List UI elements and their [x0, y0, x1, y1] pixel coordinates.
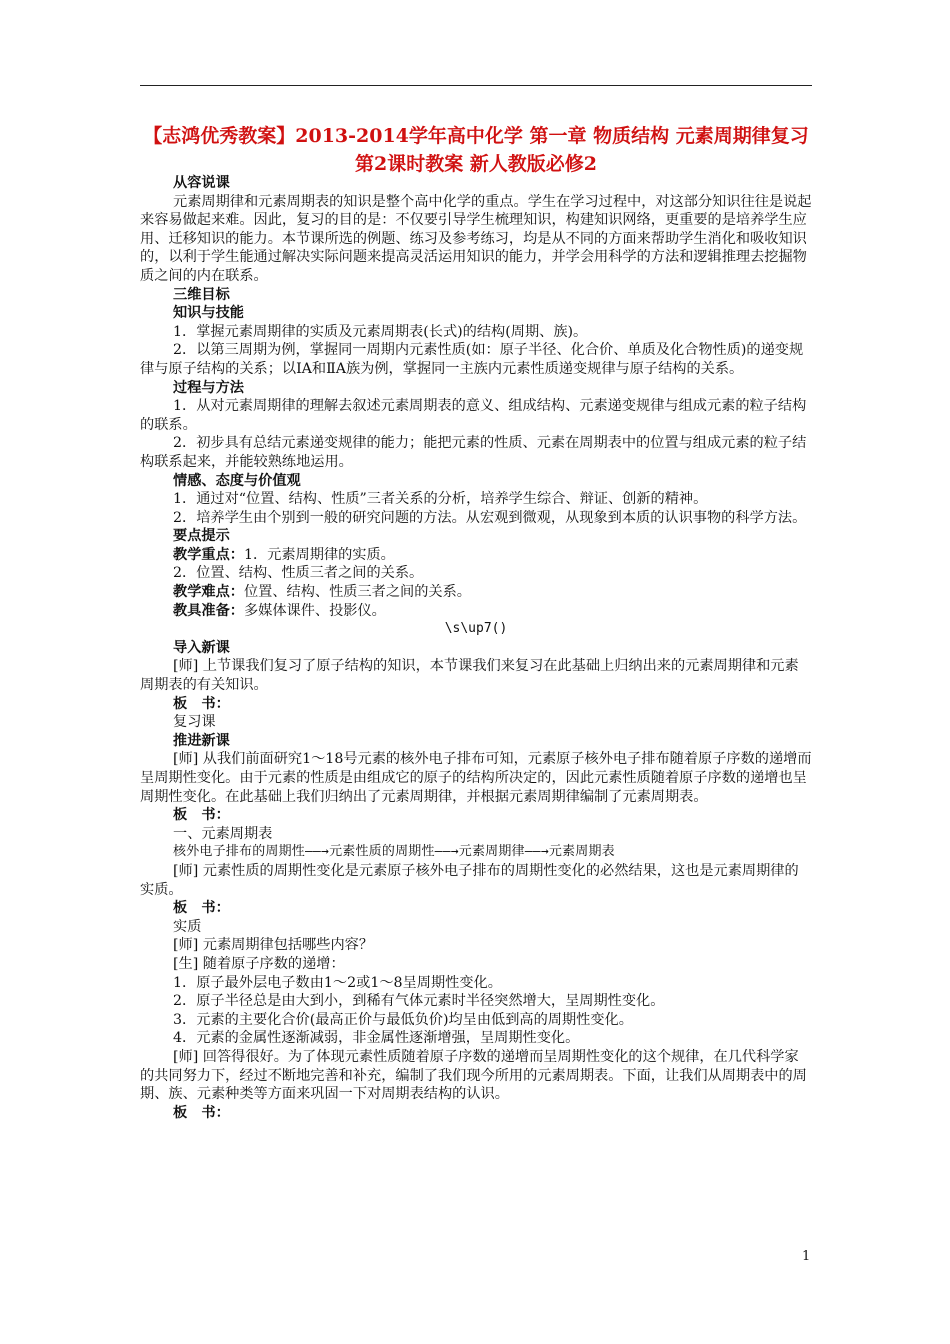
section-heading	[140, 527, 812, 546]
paragraph-text: [生] 随着原子序数的递增：	[173, 955, 345, 972]
body-paragraph	[140, 323, 812, 342]
section-heading	[140, 472, 812, 491]
body-paragraph	[140, 546, 812, 565]
page-number: 1	[802, 1249, 811, 1264]
body-paragraph	[140, 657, 812, 694]
body-paragraph	[140, 974, 812, 993]
body-paragraph	[140, 1011, 812, 1030]
paragraph-text: 推进新课	[173, 732, 230, 749]
paragraph-text: 情感、态度与价值观	[173, 472, 301, 489]
paragraph-text: 2．位置、结构、性质三者之间的关系。	[173, 565, 424, 582]
section-heading	[140, 695, 812, 714]
paragraph-label: 教学难点：	[173, 584, 244, 601]
section-heading	[140, 806, 812, 825]
paragraph-label: 教学重点：	[173, 546, 244, 563]
body-paragraph	[140, 434, 812, 471]
paragraph-text: 2．培养学生由个别到一般的研究问题的方法。从宏观到微观，从现象到本质的认识事物的科学方法。	[173, 509, 807, 526]
section-heading	[140, 732, 812, 751]
body-paragraph	[140, 193, 812, 286]
paragraph-text: 要点提示	[173, 528, 230, 545]
paragraph-text: [师] 元素周期律包括哪些内容？	[173, 937, 374, 954]
section-heading	[140, 1104, 812, 1123]
paragraph-text: 核外电子排布的周期性——→元素性质的周期性——→元素周期律——→元素周期表	[173, 844, 615, 860]
paragraph-text: 从容说课	[173, 175, 230, 191]
flow-line	[140, 843, 812, 862]
paragraph-text: 2．以第三周期为例，掌握同一周期内元素性质(如：原子半径、化合价、单质及化合物性质)的递变规律与原子结构的关系；以ⅠA和ⅡA族为例，掌握同一主族内元素性质递变规律与原子结构的关系。	[140, 342, 804, 377]
section-heading	[140, 286, 812, 305]
paragraph-text: [师] 回答得很好。为了体现元素性质随着原子序数的递增而呈周期性变化的这个规律，在几代科学家的共同努力下，经过不断地完善和补充，编制了我们现今所用的元素周期表。下面，让我们从周期表中的周期、族、元素种类等方面来巩固一下对周期表结构的认识。	[140, 1048, 807, 1103]
paragraph-text: 一、元素周期表	[173, 825, 273, 842]
paragraph-text: 多媒体课件、投影仪。	[243, 602, 386, 619]
body-paragraph	[140, 564, 812, 583]
body-paragraph	[140, 397, 812, 434]
paragraph-text: 复习课	[173, 714, 216, 731]
section-heading	[140, 174, 812, 193]
body-paragraph	[140, 918, 812, 937]
paragraph-text: 板 书：	[173, 900, 230, 917]
paragraph-text: 2．初步具有总结元素递变规律的能力；能把元素的性质、元素在周期表中的位置与组成元素的粒子结构联系起来，并能较熟练地运用。	[140, 435, 807, 470]
body-paragraph	[140, 750, 812, 806]
paragraph-label: 教具准备：	[173, 602, 244, 619]
paragraph-text: [师] 上节课我们复习了原子结构的知识，本节课我们来复习在此基础上归纳出来的元素周期律和元素周期表的有关知识。	[140, 658, 799, 694]
section-heading	[140, 639, 812, 658]
body-paragraph	[140, 992, 812, 1011]
paragraph-text: 过程与方法	[173, 379, 244, 396]
body-paragraph	[140, 936, 812, 955]
body-paragraph	[140, 825, 812, 844]
paragraph-text: 导入新课	[173, 639, 230, 656]
paragraph-text: 板 书：	[173, 807, 230, 824]
paragraph-text: 元素周期律和元素周期表的知识是整个高中化学的重点。学生在学习过程中，对这部分知识往往是说起来容易做起来难。因此，复习的目的是：不仅要引导学生梳理知识，构建知识网络，更重要的是培养学生应用、迁移知识的能力。本节课所选的例题、练习及参考练习，均是从不同的方面来帮助学生消化和吸收知识的，以利于学生能通过解决实际问题来提高灵活运用知识的能力，并学会用科学的方法和逻辑推理去挖掘物质之间的内在联系。	[140, 193, 812, 284]
body-paragraph	[140, 602, 812, 621]
paragraph-text: 板 书：	[173, 695, 230, 712]
section-heading	[140, 379, 812, 398]
body-paragraph	[140, 862, 812, 899]
paragraph-text: [师] 元素性质的周期性变化是元素原子核外电子排布的周期性变化的必然结果，这也是元素周期律的实质。	[140, 862, 799, 898]
document-body	[140, 174, 812, 1122]
header-rule	[140, 85, 812, 86]
body-paragraph	[140, 509, 812, 528]
paragraph-text: 2．原子半径总是由大到小，到稀有气体元素时半径突然增大，呈周期性变化。	[173, 993, 665, 1010]
body-paragraph	[140, 490, 812, 509]
body-paragraph	[140, 1029, 812, 1048]
paragraph-text: \s\up7()	[444, 621, 508, 637]
paragraph-text: 知识与技能	[173, 305, 244, 322]
paragraph-text: 实质	[173, 918, 202, 935]
body-paragraph	[140, 955, 812, 974]
body-paragraph	[140, 341, 812, 378]
section-heading	[140, 899, 812, 918]
paragraph-text: 1．元素周期律的实质。	[243, 546, 395, 563]
paragraph-text: [师] 从我们前面研究1～18号元素的核外电子排布可知，元素原子核外电子排布随着原子序数的递增而呈周期性变化。由于元素的性质是由组成它的原子的结构所决定的，因此元素性质随着原子序数的递增也呈周期性变化。在此基础上我们归纳出了元素周期律，并根据元素周期律编制了元素周期表。	[140, 751, 812, 805]
body-paragraph	[140, 713, 812, 732]
paragraph-text: 板 书：	[173, 1104, 230, 1121]
paragraph-text: 1．原子最外层电子数由1～2或1～8呈周期性变化。	[173, 974, 502, 991]
body-paragraph	[140, 1048, 812, 1104]
paragraph-text: 三维目标	[173, 286, 230, 303]
paragraph-text: 3．元素的主要化合价(最高正价与最低负价)均呈由低到高的周期性变化。	[173, 1011, 633, 1028]
document-title: 【志鸿优秀教案】2013-2014学年高中化学 第一章 物质结构 元素周期律复习第2课时教案 新人教版必修2	[143, 125, 809, 175]
paragraph-text: 1．掌握元素周期律的实质及元素周期表(长式)的结构(周期、族)。	[173, 323, 588, 340]
paragraph-text: 4．元素的金属性逐渐减弱，非金属性逐渐增强，呈周期性变化。	[173, 1030, 580, 1047]
field-code	[140, 620, 812, 639]
paragraph-text: 1．通过对“位置、结构、性质”三者关系的分析，培养学生综合、辩证、创新的精神。	[173, 491, 708, 508]
paragraph-text: 1．从对元素周期律的理解去叙述元素周期表的意义、组成结构、元素递变规律与组成元素的粒子结构的联系。	[140, 398, 807, 433]
body-paragraph	[140, 583, 812, 602]
paragraph-text: 位置、结构、性质三者之间的关系。	[243, 584, 471, 601]
section-heading	[140, 304, 812, 323]
